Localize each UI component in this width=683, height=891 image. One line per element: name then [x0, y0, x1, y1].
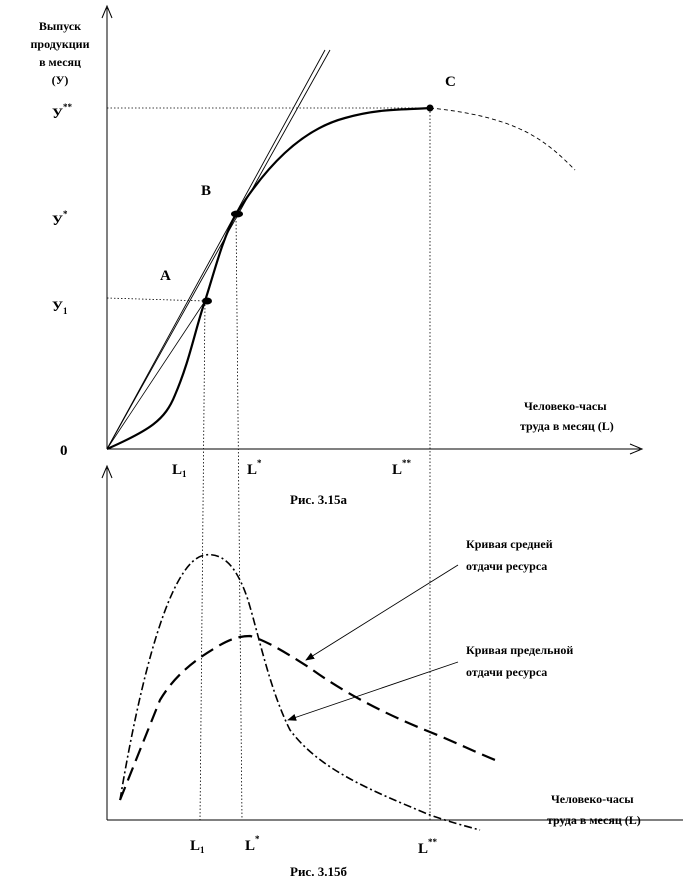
total-product-decline — [430, 108, 575, 170]
top-tick-l-star: L* — [247, 458, 262, 478]
top-tick-l1: $L_1$ — [172, 462, 187, 479]
point-a-marker — [202, 298, 212, 305]
average-product-curve — [120, 555, 480, 830]
average-ray — [107, 301, 205, 449]
bottom-tick-l-star-star: L** — [418, 837, 438, 857]
bottom-x-axis-title-line-1: Человеко-часы — [551, 792, 634, 806]
top-x-axis-title-line-2: труда в месяц (L) — [520, 419, 614, 433]
avg-curve-label-line-2: отдачи ресурса — [466, 559, 548, 573]
point-b-label: B — [201, 183, 212, 199]
y-axis-title-line-2: продукции — [30, 37, 90, 51]
avg-curve-label-line-1: Кривая средней — [466, 537, 553, 551]
guide-l1 — [200, 301, 205, 820]
top-x-axis-title-line-1: Человеко-часы — [524, 399, 607, 413]
marginal-product-curve — [120, 636, 500, 800]
guide-l-star — [236, 214, 242, 820]
point-c-label: C — [445, 74, 456, 90]
bottom-chart — [102, 466, 683, 879]
figure-caption-a: Рис. 3.15а — [290, 492, 347, 507]
y-axis-title-line-4: (У) — [51, 73, 69, 87]
point-c-marker — [427, 105, 434, 112]
point-a-label: A — [160, 268, 171, 284]
bottom-tick-l1: $L_1$ — [190, 838, 205, 855]
marg-curve-label-line-1: Кривая предельной — [466, 643, 574, 657]
tangent-ray-1 — [107, 50, 325, 449]
y-axis-title-line-3: в месяц — [39, 55, 81, 69]
origin-label: 0 — [60, 443, 68, 459]
point-b-marker — [231, 211, 243, 218]
top-tick-l-star-star: L** — [392, 458, 412, 478]
bottom-tick-l-star: L* — [245, 834, 260, 854]
y-axis-title-line-1: Выпуск — [38, 19, 82, 33]
marg-curve-label-line-2: отдачи ресурса — [466, 665, 548, 679]
figure-caption-b: Рис. 3.15б — [290, 864, 347, 879]
tick-y1: $У_1$ — [52, 299, 68, 316]
top-chart — [31, 6, 642, 820]
avg-curve-pointer — [306, 565, 458, 660]
tick-y-star-star: У** — [52, 102, 73, 122]
tick-y-star: У* — [52, 209, 68, 229]
tangent-ray-2 — [107, 50, 330, 449]
bottom-x-axis-title-line-2: труда в месяц (L) — [547, 813, 641, 827]
